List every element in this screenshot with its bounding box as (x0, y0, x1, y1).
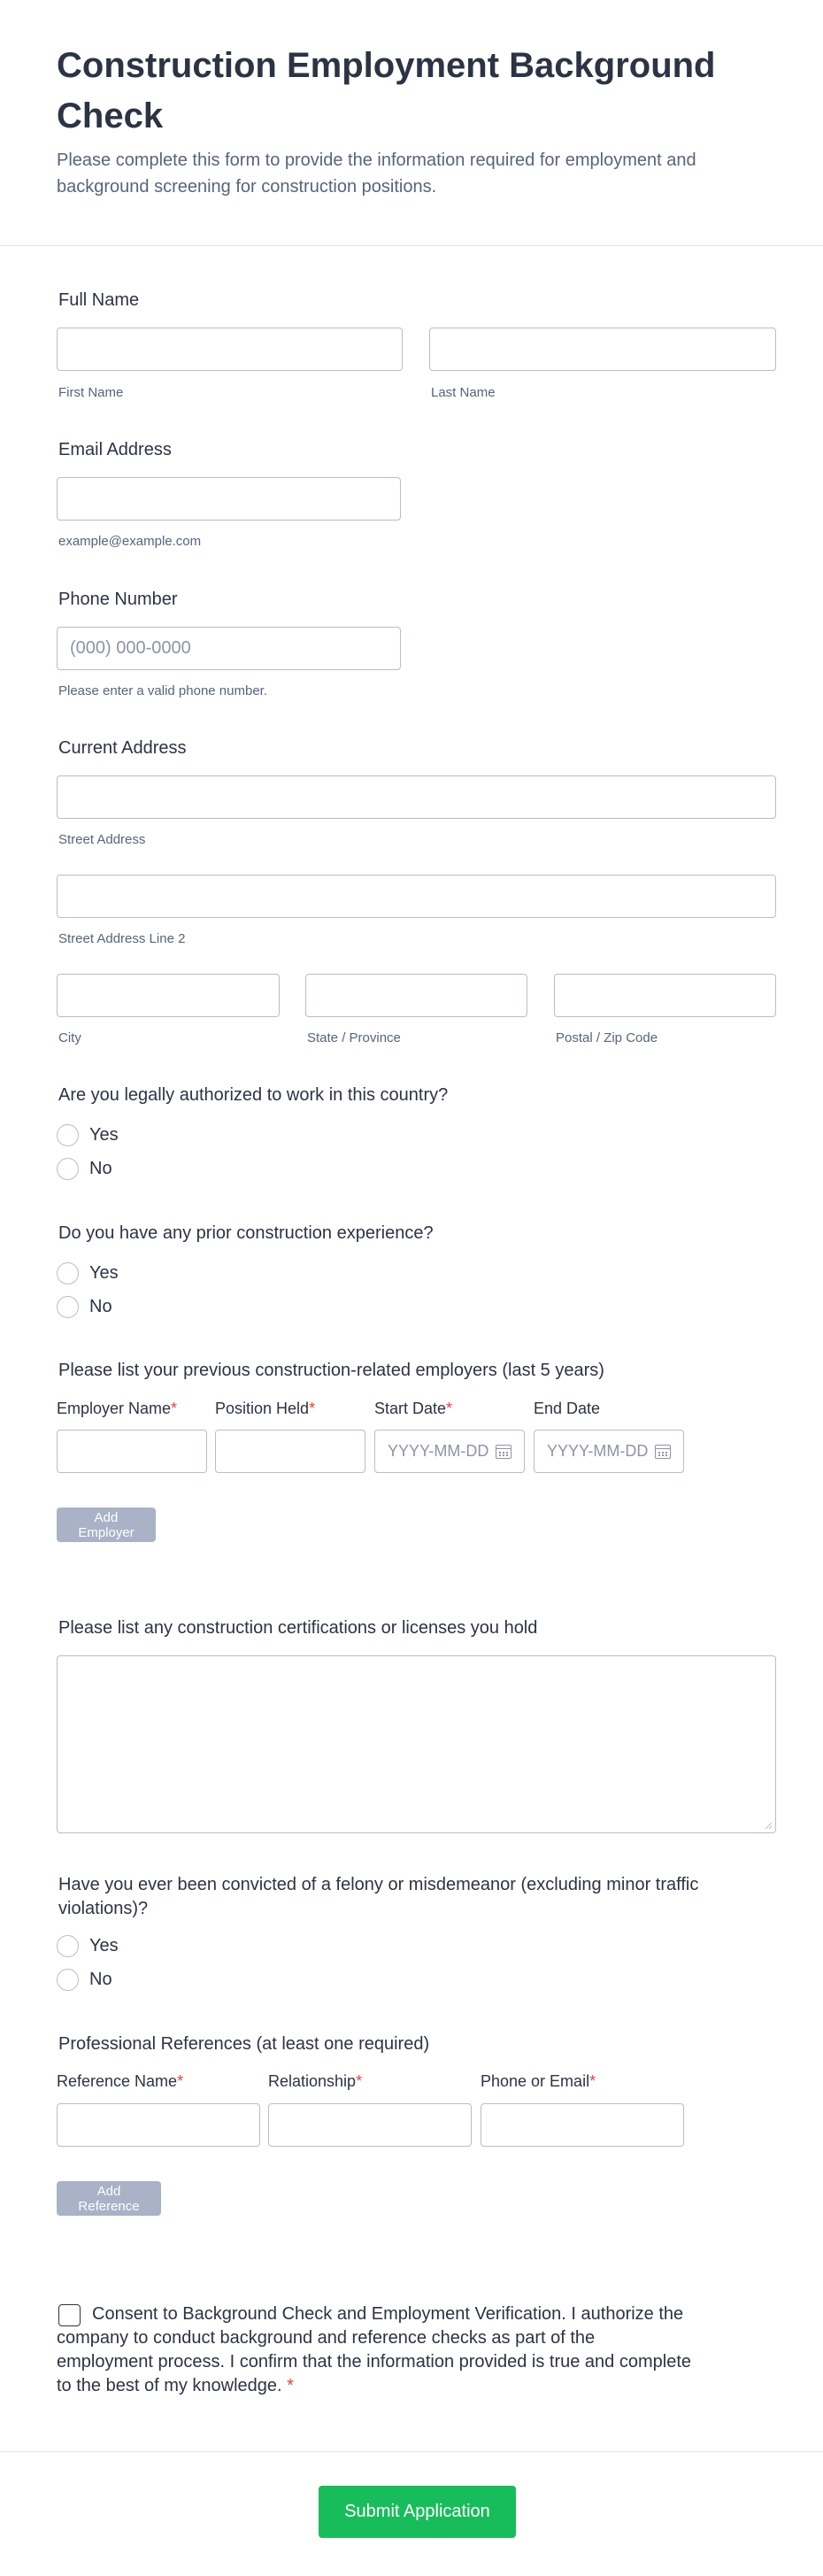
date-placeholder: YYYY-MM-DD (388, 1442, 489, 1460)
address-label: Current Address (58, 738, 187, 758)
last-name-input[interactable] (429, 328, 776, 371)
employer-name-input[interactable] (57, 1430, 207, 1473)
consent-text: Consent to Background Check and Employment Verification. I authorize the company to conduct background and reference checks as part of the employment process. I confirm that the information provided is true and complete to the best of my knowledge. * (57, 2304, 692, 2395)
first-name-sublabel: First Name (58, 385, 124, 400)
phone-or-email-input[interactable] (481, 2103, 684, 2147)
felony-question: Have you ever been convicted of a felony or misdemeanor (excluding minor traffic violations)? (58, 1875, 699, 1918)
page-subtitle: Please complete this form to provide the information required for employment and background screening for construction positions. (57, 150, 696, 197)
city-input[interactable] (57, 974, 280, 1017)
authorized-option-yes[interactable] (57, 1122, 119, 1147)
email-hint: example@example.com (58, 534, 202, 549)
authorized-option-no[interactable] (57, 1156, 112, 1181)
experience-option-no[interactable] (57, 1294, 112, 1319)
radio-label: No (89, 1969, 112, 1989)
certifications-question: Please list any construction certifications or licenses you hold (58, 1618, 538, 1638)
radio-label: No (89, 1296, 112, 1316)
radio-label: Yes (89, 1124, 119, 1145)
end-date-header: End Date (534, 1400, 601, 1417)
zip-sublabel: Postal / Zip Code (556, 1030, 658, 1045)
street-address-line2-sublabel: Street Address Line 2 (58, 931, 186, 946)
email-label: Email Address (58, 440, 172, 459)
radio-button[interactable] (57, 1969, 79, 1991)
calendar-icon[interactable] (496, 1445, 511, 1459)
felony-option-yes[interactable] (57, 1933, 119, 1958)
add-reference-button[interactable]: Add Reference (57, 2181, 161, 2216)
radio-button[interactable] (57, 1124, 79, 1146)
page-title: Construction Employment Background Check (57, 46, 716, 135)
calendar-icon[interactable] (655, 1445, 671, 1459)
radio-label: Yes (89, 1935, 119, 1955)
phone-hint: Please enter a valid phone number. (58, 683, 267, 698)
radio-button[interactable] (57, 1296, 79, 1318)
relationship-input[interactable] (268, 2103, 472, 2147)
city-sublabel: City (58, 1030, 81, 1045)
radio-button[interactable] (57, 1935, 79, 1957)
start-date-input[interactable] (374, 1430, 525, 1473)
resize-handle-icon[interactable] (764, 1821, 773, 1830)
state-sublabel: State / Province (307, 1030, 401, 1045)
position-held-header: Position Held* (215, 1400, 316, 1417)
experience-question: Do you have any prior construction experience? (58, 1223, 434, 1243)
radio-label: No (89, 1158, 112, 1178)
add-employer-button[interactable]: Add Employer (57, 1508, 156, 1542)
employer-name-header: Employer Name* (57, 1400, 178, 1417)
phone-input[interactable] (57, 627, 401, 670)
employers-question: Please list your previous construction-related employers (last 5 years) (58, 1361, 604, 1380)
street-address-sublabel: Street Address (58, 832, 146, 847)
radio-button[interactable] (57, 1262, 79, 1284)
street-address-input[interactable] (57, 775, 776, 819)
street-address-line2-input[interactable] (57, 875, 776, 918)
relationship-header: Relationship* (268, 2072, 363, 2090)
authorized-question: Are you legally authorized to work in this country? (58, 1085, 449, 1105)
end-date-input[interactable] (534, 1430, 684, 1473)
first-name-input[interactable] (57, 328, 403, 371)
certifications-textarea[interactable] (57, 1655, 776, 1833)
reference-name-header: Reference Name* (57, 2072, 184, 2090)
footer-divider (0, 2451, 823, 2452)
email-input[interactable] (57, 477, 401, 521)
radio-label: Yes (89, 1262, 119, 1283)
reference-name-input[interactable] (57, 2103, 260, 2147)
header-divider (0, 245, 823, 246)
state-input[interactable] (305, 974, 527, 1017)
zip-input[interactable] (554, 974, 776, 1017)
references-question: Professional References (at least one required) (58, 2034, 430, 2054)
start-date-header: Start Date* (374, 1400, 453, 1417)
submit-button[interactable]: Submit Application (319, 2486, 516, 2538)
phone-label: Phone Number (58, 590, 178, 609)
experience-option-yes[interactable] (57, 1261, 119, 1285)
felony-option-no[interactable] (57, 1967, 112, 1992)
date-placeholder: YYYY-MM-DD (547, 1442, 649, 1460)
radio-button[interactable] (57, 1158, 79, 1180)
last-name-sublabel: Last Name (431, 385, 496, 400)
phone-or-email-header: Phone or Email* (481, 2072, 596, 2090)
position-held-input[interactable] (215, 1430, 365, 1473)
full-name-label: Full Name (58, 290, 140, 310)
